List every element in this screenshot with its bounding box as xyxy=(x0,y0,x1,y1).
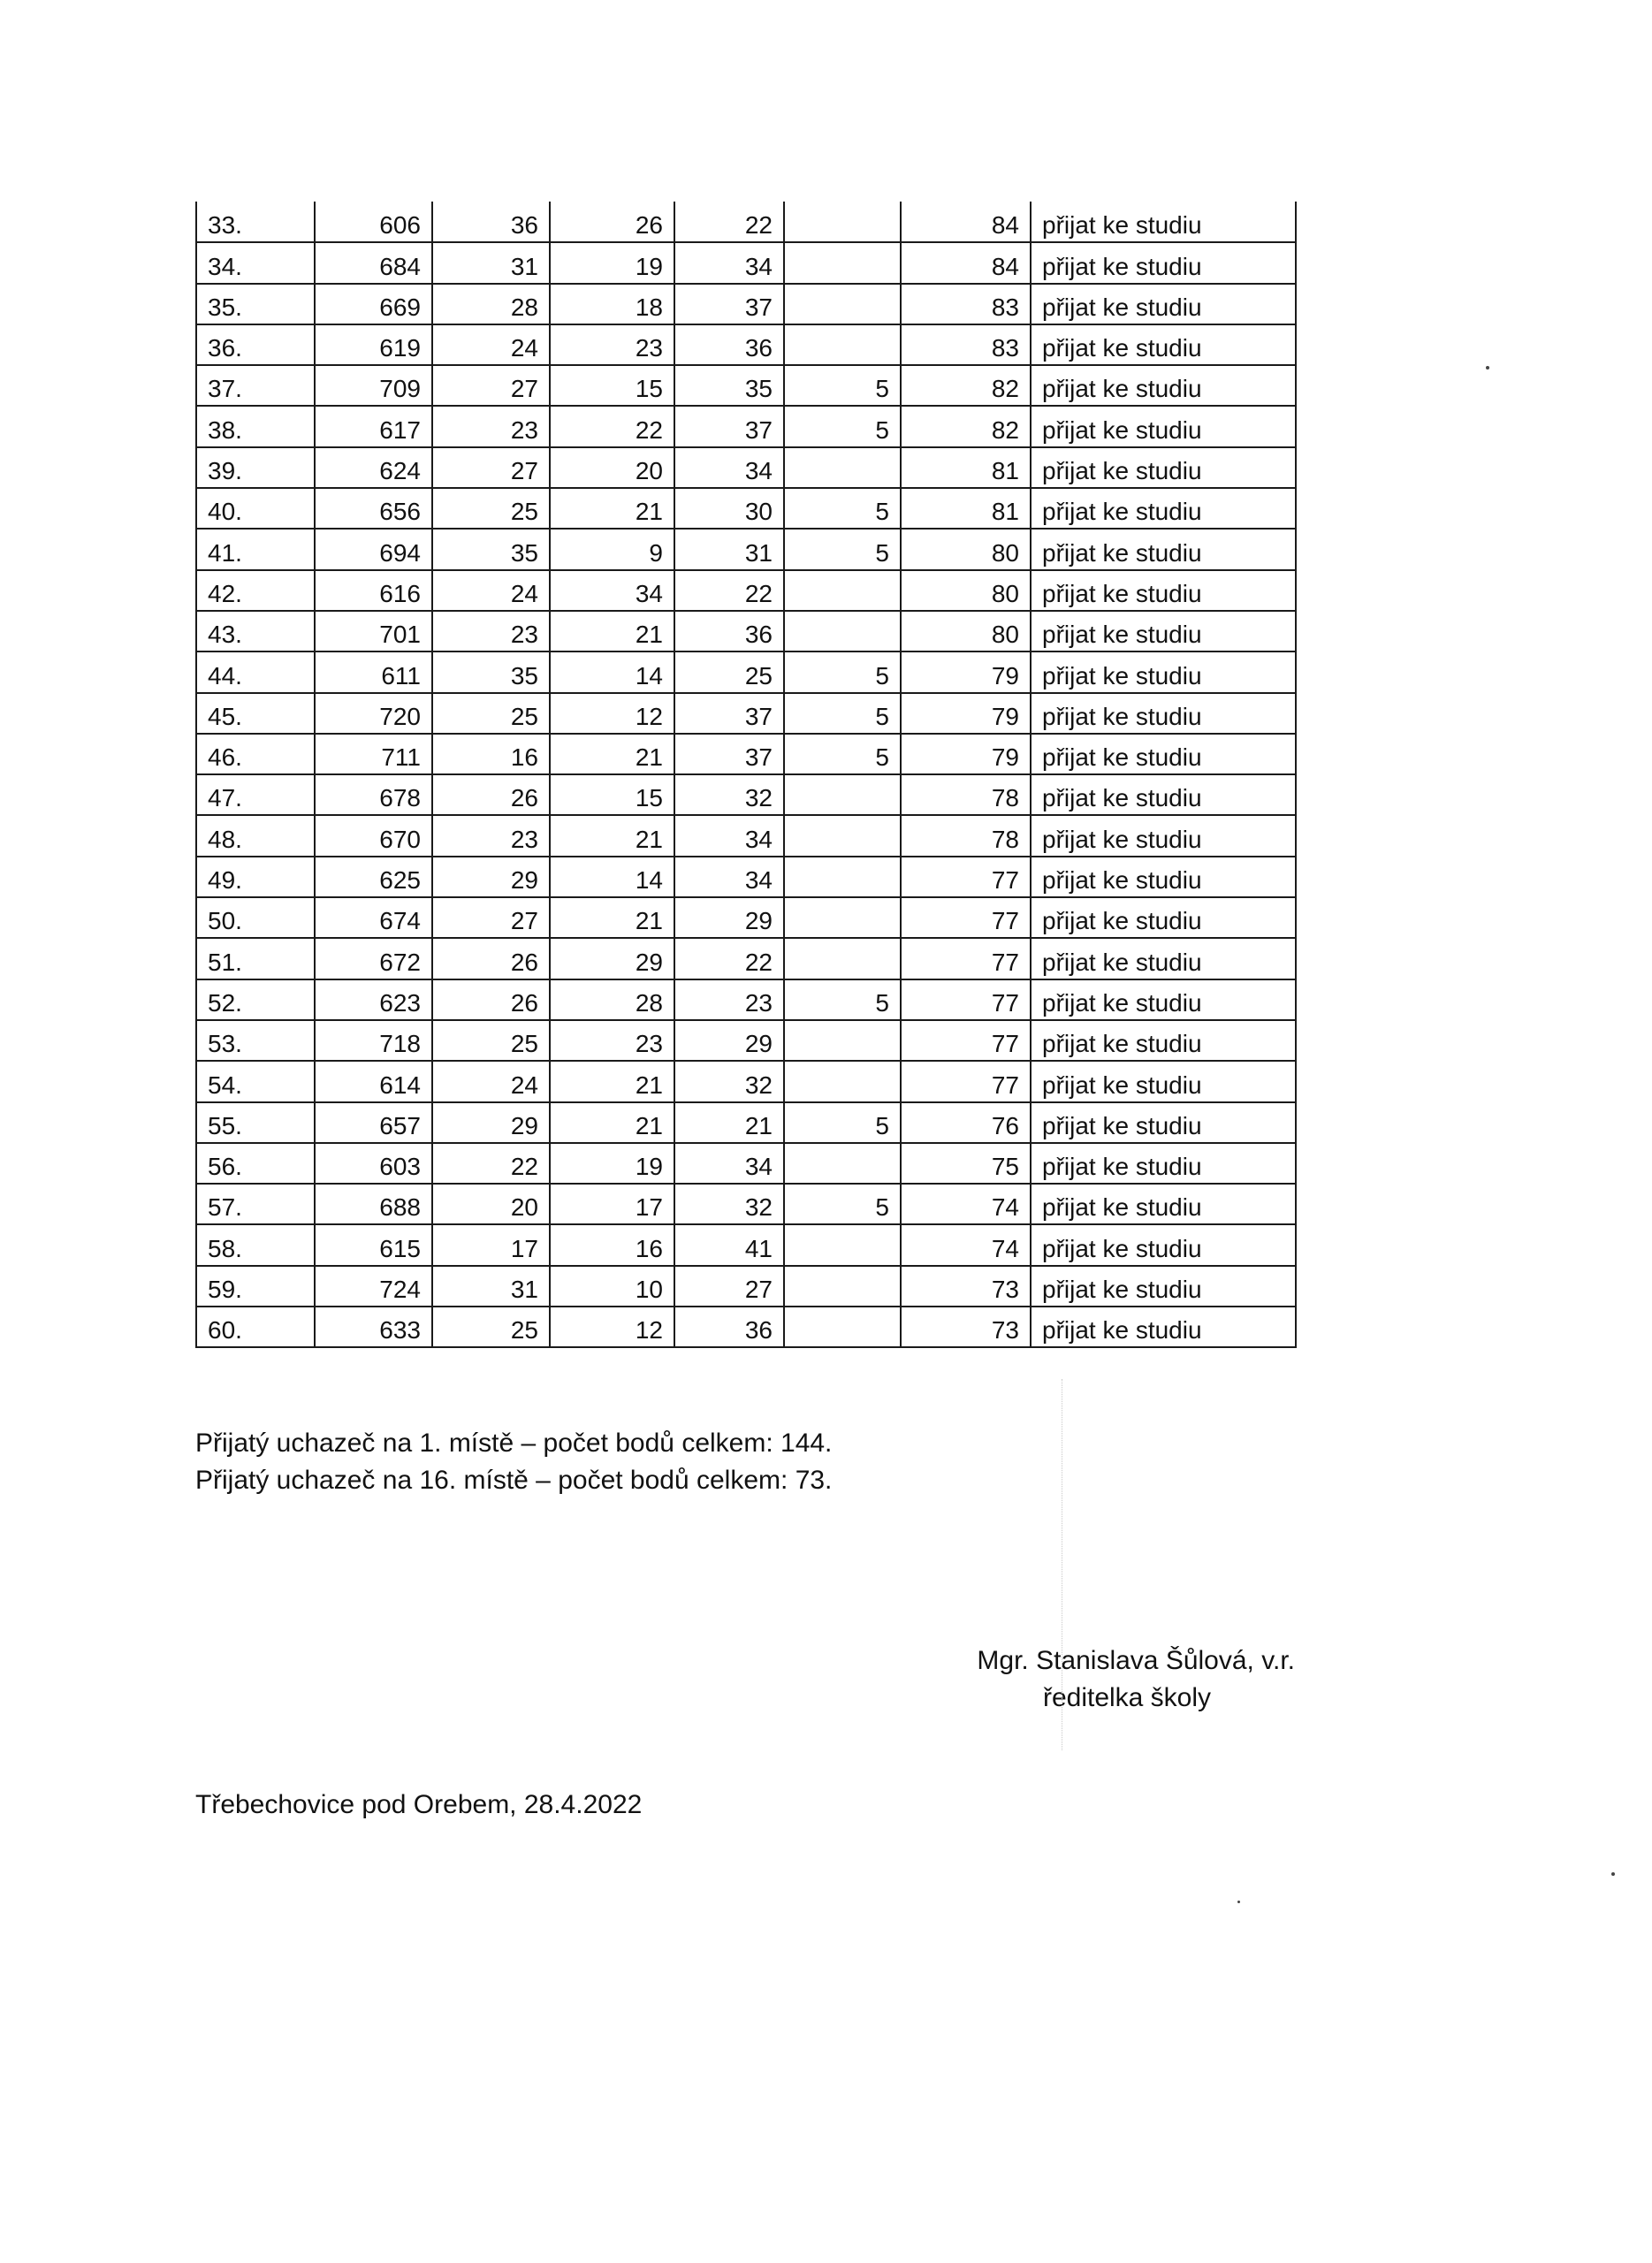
cell-total: 78 xyxy=(901,774,1031,815)
cell-order: 51. xyxy=(196,938,315,979)
cell-score-1: 31 xyxy=(432,242,550,283)
cell-order: 56. xyxy=(196,1143,315,1184)
cell-score-1: 36 xyxy=(432,202,550,242)
cell-order: 44. xyxy=(196,651,315,692)
cell-total: 82 xyxy=(901,406,1031,446)
cell-score-3: 37 xyxy=(674,284,784,324)
cell-result: přijat ke studiu xyxy=(1031,365,1296,406)
cell-score-2: 22 xyxy=(550,406,674,446)
cell-total: 80 xyxy=(901,570,1031,611)
cell-total: 79 xyxy=(901,651,1031,692)
table-row xyxy=(196,570,1296,611)
cell-result: přijat ke studiu xyxy=(1031,979,1296,1020)
cell-score-2: 26 xyxy=(550,202,674,242)
cell-result: přijat ke studiu xyxy=(1031,1307,1296,1347)
cell-score-3: 41 xyxy=(674,1224,784,1265)
table-row xyxy=(196,693,1296,734)
cell-score-1: 27 xyxy=(432,365,550,406)
cell-result: přijat ke studiu xyxy=(1031,651,1296,692)
cell-score-1: 20 xyxy=(432,1184,550,1224)
cell-score-2: 15 xyxy=(550,365,674,406)
cell-order: 35. xyxy=(196,284,315,324)
cell-score-3: 22 xyxy=(674,202,784,242)
cell-score-3: 32 xyxy=(674,1184,784,1224)
cell-result: přijat ke studiu xyxy=(1031,242,1296,283)
cell-applicant-code: 701 xyxy=(315,611,432,651)
cell-score-2: 21 xyxy=(550,815,674,856)
cell-score-2: 16 xyxy=(550,1224,674,1265)
cell-score-3: 34 xyxy=(674,857,784,897)
cell-result: přijat ke studiu xyxy=(1031,815,1296,856)
cell-score-3: 23 xyxy=(674,979,784,1020)
cell-bonus xyxy=(784,1266,901,1307)
cell-bonus xyxy=(784,897,901,938)
cell-total: 80 xyxy=(901,529,1031,569)
cell-score-1: 26 xyxy=(432,774,550,815)
cell-result: přijat ke studiu xyxy=(1031,938,1296,979)
table-row xyxy=(196,1102,1296,1143)
results-table-body xyxy=(196,202,1296,1347)
cell-applicant-code: 724 xyxy=(315,1266,432,1307)
cell-score-3: 27 xyxy=(674,1266,784,1307)
cell-score-3: 21 xyxy=(674,1102,784,1143)
cell-score-2: 19 xyxy=(550,242,674,283)
cell-total: 82 xyxy=(901,365,1031,406)
cell-score-3: 37 xyxy=(674,734,784,774)
cell-score-3: 22 xyxy=(674,938,784,979)
table-row xyxy=(196,324,1296,365)
cell-bonus: 5 xyxy=(784,693,901,734)
cell-score-3: 29 xyxy=(674,1020,784,1061)
summary-first-place: Přijatý uchazeč na 1. místě – počet bodů celkem: 144. xyxy=(195,1429,833,1458)
table-row xyxy=(196,202,1296,242)
cell-applicant-code: 674 xyxy=(315,897,432,938)
cell-order: 37. xyxy=(196,365,315,406)
cell-result: přijat ke studiu xyxy=(1031,774,1296,815)
cell-result: přijat ke studiu xyxy=(1031,406,1296,446)
cell-score-2: 18 xyxy=(550,284,674,324)
summary-sixteenth-place: Přijatý uchazeč na 16. místě – počet bodů celkem: 73. xyxy=(195,1466,833,1495)
cell-bonus xyxy=(784,938,901,979)
cell-score-1: 24 xyxy=(432,324,550,365)
cell-total: 78 xyxy=(901,815,1031,856)
cell-total: 84 xyxy=(901,242,1031,283)
cell-bonus xyxy=(784,570,901,611)
cell-bonus xyxy=(784,1224,901,1265)
table-row xyxy=(196,651,1296,692)
cell-result: přijat ke studiu xyxy=(1031,1224,1296,1265)
cell-result: přijat ke studiu xyxy=(1031,693,1296,734)
cell-score-1: 23 xyxy=(432,611,550,651)
cell-order: 40. xyxy=(196,488,315,529)
cell-total: 83 xyxy=(901,284,1031,324)
scan-speck xyxy=(1486,366,1489,370)
cell-score-1: 25 xyxy=(432,1020,550,1061)
cell-total: 77 xyxy=(901,1020,1031,1061)
cell-bonus xyxy=(784,1307,901,1347)
cell-score-2: 10 xyxy=(550,1266,674,1307)
cell-total: 73 xyxy=(901,1307,1031,1347)
cell-result: přijat ke studiu xyxy=(1031,1061,1296,1101)
table-row xyxy=(196,529,1296,569)
cell-applicant-code: 633 xyxy=(315,1307,432,1347)
admission-results-table xyxy=(195,202,1297,1348)
cell-score-3: 37 xyxy=(674,406,784,446)
cell-total: 83 xyxy=(901,324,1031,365)
cell-score-1: 35 xyxy=(432,529,550,569)
scan-speck xyxy=(1611,1872,1615,1876)
cell-score-1: 27 xyxy=(432,447,550,488)
cell-order: 55. xyxy=(196,1102,315,1143)
cell-applicant-code: 718 xyxy=(315,1020,432,1061)
table-row xyxy=(196,1224,1296,1265)
cell-score-1: 25 xyxy=(432,693,550,734)
cell-result: přijat ke studiu xyxy=(1031,734,1296,774)
cell-order: 45. xyxy=(196,693,315,734)
cell-score-1: 29 xyxy=(432,1102,550,1143)
table-row xyxy=(196,365,1296,406)
cell-score-2: 12 xyxy=(550,693,674,734)
cell-score-2: 34 xyxy=(550,570,674,611)
cell-applicant-code: 669 xyxy=(315,284,432,324)
cell-bonus xyxy=(784,774,901,815)
cell-score-2: 21 xyxy=(550,734,674,774)
cell-score-3: 34 xyxy=(674,447,784,488)
signatory-title: ředitelka školy xyxy=(1042,1683,1212,1712)
cell-applicant-code: 616 xyxy=(315,570,432,611)
cell-bonus: 5 xyxy=(784,1102,901,1143)
cell-score-3: 31 xyxy=(674,529,784,569)
cell-score-1: 23 xyxy=(432,406,550,446)
table-row xyxy=(196,488,1296,529)
signatory-name: Mgr. Stanislava Šůlová, v.r. xyxy=(977,1646,1295,1675)
cell-score-3: 37 xyxy=(674,693,784,734)
cell-order: 43. xyxy=(196,611,315,651)
cell-applicant-code: 688 xyxy=(315,1184,432,1224)
cell-bonus: 5 xyxy=(784,734,901,774)
cell-total: 79 xyxy=(901,693,1031,734)
cell-order: 53. xyxy=(196,1020,315,1061)
cell-bonus xyxy=(784,202,901,242)
cell-score-2: 15 xyxy=(550,774,674,815)
cell-total: 81 xyxy=(901,488,1031,529)
cell-score-1: 25 xyxy=(432,488,550,529)
cell-applicant-code: 615 xyxy=(315,1224,432,1265)
cell-applicant-code: 709 xyxy=(315,365,432,406)
cell-applicant-code: 623 xyxy=(315,979,432,1020)
cell-applicant-code: 684 xyxy=(315,242,432,283)
cell-result: přijat ke studiu xyxy=(1031,488,1296,529)
cell-applicant-code: 656 xyxy=(315,488,432,529)
cell-bonus: 5 xyxy=(784,406,901,446)
cell-order: 42. xyxy=(196,570,315,611)
signature-block xyxy=(959,1642,1295,1717)
cell-result: přijat ke studiu xyxy=(1031,324,1296,365)
cell-score-1: 29 xyxy=(432,857,550,897)
cell-result: přijat ke studiu xyxy=(1031,1184,1296,1224)
table-row xyxy=(196,1020,1296,1061)
cell-applicant-code: 603 xyxy=(315,1143,432,1184)
cell-score-1: 17 xyxy=(432,1224,550,1265)
cell-total: 77 xyxy=(901,897,1031,938)
cell-score-3: 30 xyxy=(674,488,784,529)
cell-score-3: 22 xyxy=(674,570,784,611)
cell-score-3: 36 xyxy=(674,1307,784,1347)
cell-score-3: 29 xyxy=(674,897,784,938)
cell-bonus: 5 xyxy=(784,1184,901,1224)
cell-result: přijat ke studiu xyxy=(1031,1143,1296,1184)
cell-applicant-code: 624 xyxy=(315,447,432,488)
cell-order: 60. xyxy=(196,1307,315,1347)
table-row xyxy=(196,979,1296,1020)
cell-order: 46. xyxy=(196,734,315,774)
cell-order: 47. xyxy=(196,774,315,815)
cell-result: přijat ke studiu xyxy=(1031,570,1296,611)
cell-score-2: 21 xyxy=(550,1102,674,1143)
cell-score-3: 34 xyxy=(674,242,784,283)
table-row xyxy=(196,406,1296,446)
cell-bonus xyxy=(784,857,901,897)
cell-score-3: 32 xyxy=(674,774,784,815)
cell-total: 81 xyxy=(901,447,1031,488)
cell-bonus: 5 xyxy=(784,979,901,1020)
table-row xyxy=(196,1184,1296,1224)
cell-score-1: 31 xyxy=(432,1266,550,1307)
cell-applicant-code: 711 xyxy=(315,734,432,774)
cell-score-2: 17 xyxy=(550,1184,674,1224)
cell-score-2: 29 xyxy=(550,938,674,979)
cell-total: 77 xyxy=(901,1061,1031,1101)
cell-order: 59. xyxy=(196,1266,315,1307)
table-row xyxy=(196,284,1296,324)
cell-applicant-code: 606 xyxy=(315,202,432,242)
cell-score-2: 21 xyxy=(550,897,674,938)
cell-applicant-code: 625 xyxy=(315,857,432,897)
table-row xyxy=(196,897,1296,938)
cell-result: přijat ke studiu xyxy=(1031,1020,1296,1061)
cell-order: 54. xyxy=(196,1061,315,1101)
cell-bonus: 5 xyxy=(784,651,901,692)
cell-bonus xyxy=(784,242,901,283)
table-row xyxy=(196,447,1296,488)
cell-applicant-code: 611 xyxy=(315,651,432,692)
cell-score-1: 25 xyxy=(432,1307,550,1347)
table-row xyxy=(196,815,1296,856)
table-row xyxy=(196,774,1296,815)
cell-bonus: 5 xyxy=(784,365,901,406)
cell-total: 73 xyxy=(901,1266,1031,1307)
cell-bonus xyxy=(784,447,901,488)
cell-total: 79 xyxy=(901,734,1031,774)
cell-applicant-code: 617 xyxy=(315,406,432,446)
cell-score-3: 32 xyxy=(674,1061,784,1101)
cell-order: 57. xyxy=(196,1184,315,1224)
cell-score-1: 24 xyxy=(432,570,550,611)
table-row xyxy=(196,611,1296,651)
cell-applicant-code: 672 xyxy=(315,938,432,979)
cell-order: 49. xyxy=(196,857,315,897)
cell-applicant-code: 720 xyxy=(315,693,432,734)
cell-order: 39. xyxy=(196,447,315,488)
cell-score-3: 36 xyxy=(674,324,784,365)
cell-total: 76 xyxy=(901,1102,1031,1143)
cell-order: 33. xyxy=(196,202,315,242)
cell-score-2: 21 xyxy=(550,1061,674,1101)
cell-applicant-code: 670 xyxy=(315,815,432,856)
cell-score-1: 35 xyxy=(432,651,550,692)
table-row xyxy=(196,242,1296,283)
cell-bonus: 5 xyxy=(784,529,901,569)
cell-order: 50. xyxy=(196,897,315,938)
cell-bonus xyxy=(784,284,901,324)
cell-score-2: 14 xyxy=(550,651,674,692)
table-row xyxy=(196,1143,1296,1184)
table-row xyxy=(196,734,1296,774)
cell-bonus xyxy=(784,1061,901,1101)
cell-total: 74 xyxy=(901,1184,1031,1224)
cell-score-3: 34 xyxy=(674,815,784,856)
cell-total: 77 xyxy=(901,979,1031,1020)
cell-score-2: 12 xyxy=(550,1307,674,1347)
cell-total: 80 xyxy=(901,611,1031,651)
cell-applicant-code: 694 xyxy=(315,529,432,569)
cell-applicant-code: 678 xyxy=(315,774,432,815)
scan-speck xyxy=(1237,1901,1240,1903)
cell-order: 36. xyxy=(196,324,315,365)
cell-result: přijat ke studiu xyxy=(1031,284,1296,324)
cell-score-2: 9 xyxy=(550,529,674,569)
cell-score-2: 28 xyxy=(550,979,674,1020)
cell-order: 52. xyxy=(196,979,315,1020)
cell-order: 38. xyxy=(196,406,315,446)
cell-bonus xyxy=(784,324,901,365)
cell-score-2: 14 xyxy=(550,857,674,897)
cell-total: 75 xyxy=(901,1143,1031,1184)
cell-order: 48. xyxy=(196,815,315,856)
cell-score-1: 24 xyxy=(432,1061,550,1101)
cell-score-1: 28 xyxy=(432,284,550,324)
cell-applicant-code: 614 xyxy=(315,1061,432,1101)
table-row xyxy=(196,1307,1296,1347)
cell-result: přijat ke studiu xyxy=(1031,897,1296,938)
cell-result: přijat ke studiu xyxy=(1031,202,1296,242)
cell-result: přijat ke studiu xyxy=(1031,857,1296,897)
cell-score-1: 27 xyxy=(432,897,550,938)
table-row xyxy=(196,1266,1296,1307)
cell-applicant-code: 619 xyxy=(315,324,432,365)
cell-score-2: 21 xyxy=(550,611,674,651)
cell-score-2: 23 xyxy=(550,324,674,365)
cell-score-1: 22 xyxy=(432,1143,550,1184)
cell-bonus xyxy=(784,1020,901,1061)
cell-bonus xyxy=(784,611,901,651)
cell-applicant-code: 657 xyxy=(315,1102,432,1143)
cell-result: přijat ke studiu xyxy=(1031,1102,1296,1143)
cell-total: 77 xyxy=(901,857,1031,897)
place-and-date: Třebechovice pod Orebem, 28.4.2022 xyxy=(195,1790,643,1819)
cell-bonus xyxy=(784,1143,901,1184)
cell-total: 84 xyxy=(901,202,1031,242)
table-row xyxy=(196,857,1296,897)
summary-block xyxy=(195,1425,832,1499)
cell-score-1: 23 xyxy=(432,815,550,856)
cell-total: 77 xyxy=(901,938,1031,979)
cell-bonus xyxy=(784,815,901,856)
cell-score-3: 36 xyxy=(674,611,784,651)
cell-bonus: 5 xyxy=(784,488,901,529)
cell-score-3: 25 xyxy=(674,651,784,692)
cell-result: přijat ke studiu xyxy=(1031,1266,1296,1307)
table-row xyxy=(196,938,1296,979)
cell-result: přijat ke studiu xyxy=(1031,447,1296,488)
cell-score-2: 23 xyxy=(550,1020,674,1061)
cell-order: 34. xyxy=(196,242,315,283)
cell-score-1: 16 xyxy=(432,734,550,774)
cell-score-2: 21 xyxy=(550,488,674,529)
cell-total: 74 xyxy=(901,1224,1031,1265)
table-row xyxy=(196,1061,1296,1101)
cell-score-1: 26 xyxy=(432,979,550,1020)
cell-score-2: 20 xyxy=(550,447,674,488)
cell-score-3: 34 xyxy=(674,1143,784,1184)
cell-result: přijat ke studiu xyxy=(1031,611,1296,651)
cell-order: 58. xyxy=(196,1224,315,1265)
cell-order: 41. xyxy=(196,529,315,569)
cell-result: přijat ke studiu xyxy=(1031,529,1296,569)
cell-score-3: 35 xyxy=(674,365,784,406)
cell-score-1: 26 xyxy=(432,938,550,979)
cell-score-2: 19 xyxy=(550,1143,674,1184)
